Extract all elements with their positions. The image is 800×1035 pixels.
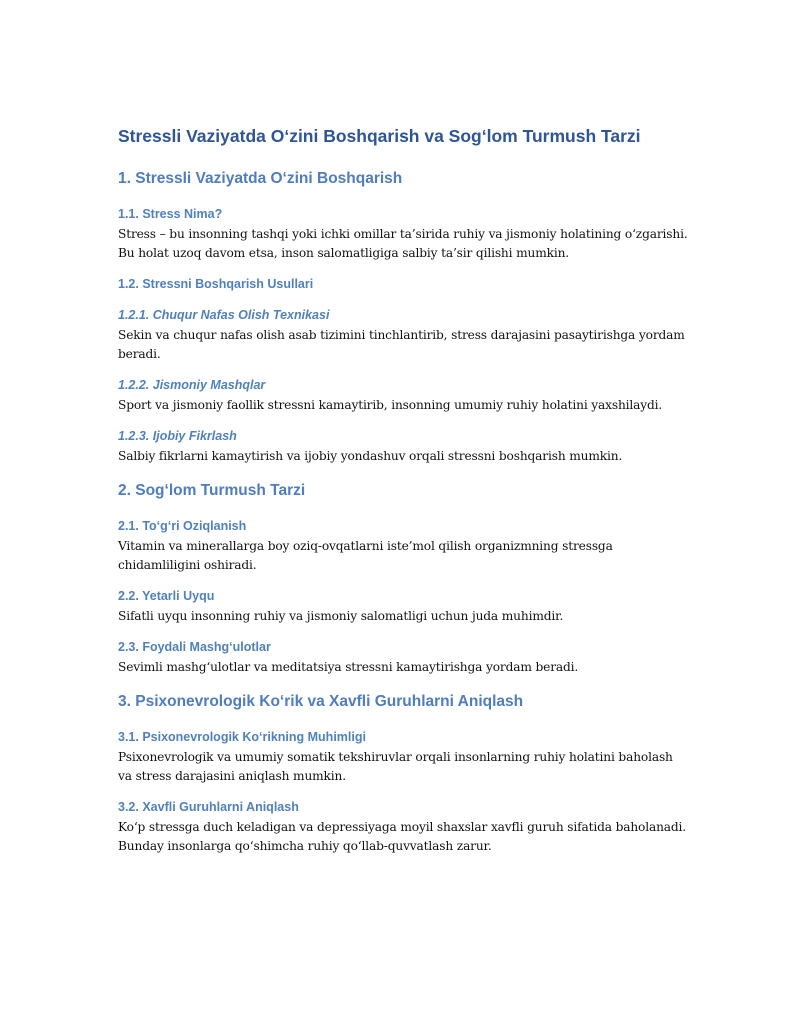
section-3-2-heading: 3.2. Xavfli Guruhlarni Aniqlash (118, 800, 299, 814)
section-1-1-text: Stress – bu insonning tashqi yoki ichki omillar ta’sirida ruhiy va jismoniy holatining o‘zgarishi. Bu holat uzoq davom etsa, inson salomatligiga salbiy ta’sir qilishi mumkin. (118, 227, 688, 260)
section-1-2-3-heading: 1.2.3. Ijobiy Fikrlash (118, 429, 237, 443)
section-1-1-heading: 1.1. Stress Nima? (118, 207, 223, 221)
section-2-heading: 2. Sog‘lom Turmush Tarzi (118, 482, 306, 499)
section-1-2-3-text: Salbiy fikrlarni kamaytirish va ijobiy yondashuv orqali stressni boshqarish mumkin. (118, 449, 623, 463)
document-title: Stressli Vaziyatda O‘zini Boshqarish va Sog‘lom Turmush Tarzi (118, 126, 641, 146)
section-2-2-heading: 2.2. Yetarli Uyqu (118, 589, 215, 603)
section-2-1-text: Vitamin va minerallarga boy oziq-ovqatlarni iste’mol qilish organizmning stressga chidamliligini oshiradi. (118, 539, 613, 572)
section-3-2-text: Ko‘p stressga duch keladigan va depressiyaga moyil shaxslar xavfli guruh sifatida baholanadi. Bunday insonlarga qo‘shimcha ruhiy qo‘llab-quvvatlash zarur. (118, 820, 687, 853)
section-3-heading: 3. Psixonevrologik Ko‘rik va Xavfli Guruhlarni Aniqlash (118, 693, 524, 710)
section-2-3-heading: 2.3. Foydali Mashg‘ulotlar (118, 640, 271, 654)
section-3-1-text: Psixonevrologik va umumiy somatik tekshiruvlar orqali insonlarning ruhiy holatini baholash va stress darajasini aniqlash mumkin. (118, 750, 673, 783)
section-1-2-2-text: Sport va jismoniy faollik stressni kamaytirib, insonning umumiy ruhiy holatini yaxshilaydi. (118, 398, 663, 412)
section-2-3-text: Sevimli mashg‘ulotlar va meditatsiya stressni kamaytirishga yordam beradi. (118, 660, 579, 674)
section-3-1-heading: 3.1. Psixonevrologik Ko‘rikning Muhimligi (118, 730, 366, 744)
section-2-1-heading: 2.1. To‘g‘ri Oziqlanish (118, 519, 247, 533)
document-body (118, 124, 690, 869)
section-1-2-1-heading: 1.2.1. Chuqur Nafas Olish Texnikasi (118, 308, 330, 322)
section-1-2-1-text: Sekin va chuqur nafas olish asab tizimini tinchlantirib, stress darajasini pasaytirishga yordam beradi. (118, 328, 685, 361)
section-1-2-heading: 1.2. Stressni Boshqarish Usullari (118, 277, 314, 291)
section-1-2-2-heading: 1.2.2. Jismoniy Mashqlar (118, 378, 266, 392)
section-2-2-text: Sifatli uyqu insonning ruhiy va jismoniy salomatligi uchun juda muhimdir. (118, 609, 564, 623)
section-1-heading: 1. Stressli Vaziyatda O‘zini Boshqarish (118, 170, 403, 187)
